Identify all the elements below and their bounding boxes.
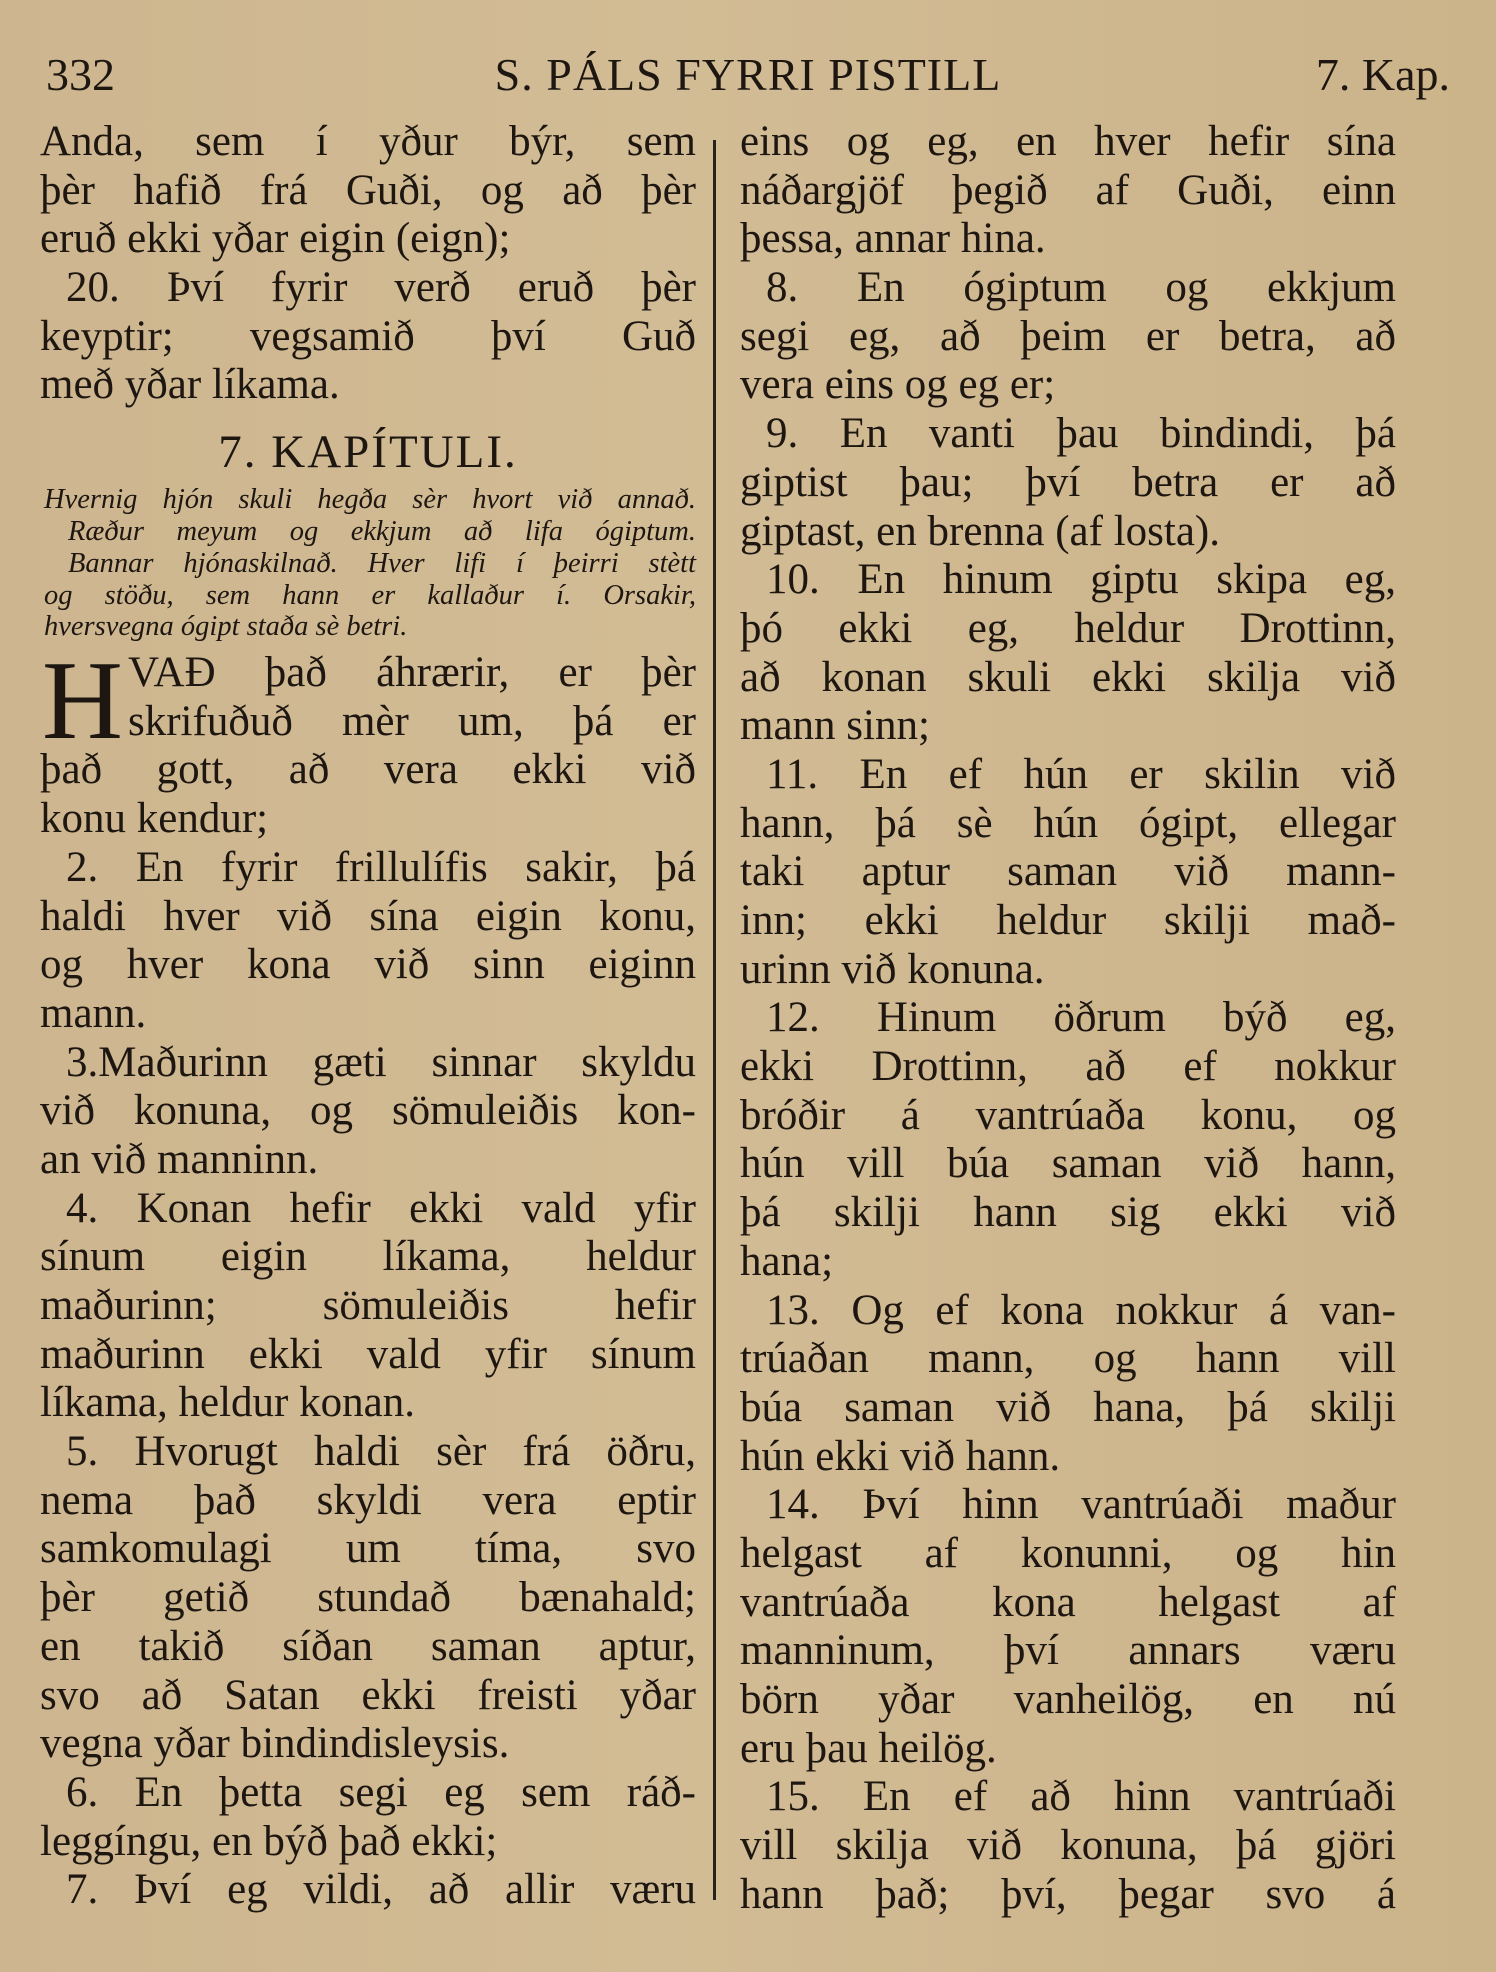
text-line: vill skilja við konuna, þá gjöri xyxy=(740,1822,1396,1870)
text-line: urinn við konuna. xyxy=(740,945,1045,993)
text-line: nema það skyldi vera eptir xyxy=(40,1476,696,1524)
text-line: maðurinn ekki vald yfir sínum xyxy=(40,1330,696,1378)
chapter-marker: 7. Kap. xyxy=(1315,49,1450,100)
text-line: hún vill búa saman við hann, xyxy=(740,1140,1396,1188)
text-line: náðargjöf þegið af Guði, einn xyxy=(740,166,1396,214)
verse-12: 12. Hinum öðrum býð eg, xyxy=(766,994,1396,1042)
page-number: 332 xyxy=(46,49,115,100)
left-column xyxy=(40,118,696,1915)
text-line: þá skilji hann sig ekki við xyxy=(740,1189,1396,1237)
text-line: Anda, sem í yður býr, sem xyxy=(40,118,696,165)
text-line: giptast, en brenna (af losta). xyxy=(740,507,1220,555)
verse-15: 15. En ef að hinn vantrúaði xyxy=(766,1773,1396,1821)
text-line: haldi hver við sína eigin konu, xyxy=(40,892,696,940)
text-line: bróðir á vantrúaða konu, og xyxy=(740,1091,1396,1139)
verse-3: 3.Maðurinn gæti sinnar skyldu xyxy=(66,1038,696,1086)
chapter-summary xyxy=(40,484,696,643)
text-line: að konan skuli ekki skilja við xyxy=(740,653,1396,701)
verse-8: 8. En ógiptum og ekkjum xyxy=(766,264,1396,312)
verse-5: 5. Hvorugt haldi sèr frá öðru, xyxy=(66,1428,696,1476)
text-line: þèr getið stundað bænahald; xyxy=(40,1574,696,1622)
text-line: vegna yðar bindindisleysis. xyxy=(40,1720,510,1768)
text-line: eruð ekki yðar eigin (eign); xyxy=(40,215,511,263)
text-line: hann, þá sè hún ógipt, ellegar xyxy=(740,799,1396,847)
text-line: skrifuðuð mèr um, þá er xyxy=(128,697,696,745)
summary-line: Hvernig hjón skuli hegða sèr hvort við annað. xyxy=(44,484,696,516)
summary-line: og stöðu, sem hann er kallaður í. Orsakir, xyxy=(44,579,696,611)
verse-20: 20. Því fyrir verð eruð þèr xyxy=(66,264,696,312)
text-line: maðurinn; sömuleiðis hefir xyxy=(40,1282,696,1330)
text-line: keyptir; vegsamið því Guð xyxy=(40,312,696,360)
text-line: við konuna, og sömuleiðis kon- xyxy=(40,1087,696,1135)
text-line: leggíngu, en býð það ekki; xyxy=(40,1817,498,1865)
text-line: vera eins og eg er; xyxy=(740,361,1056,409)
text-line: og hver kona við sinn eiginn xyxy=(40,941,696,989)
text-line: en takið síðan saman aptur, xyxy=(40,1622,696,1670)
verse-4: 4. Konan hefir ekki vald yfir xyxy=(66,1184,696,1232)
text-line: helgast af konunni, og hin xyxy=(740,1529,1396,1577)
verse-11: 11. En ef hún er skilin við xyxy=(766,750,1396,798)
verse-13: 13. Og ef kona nokkur á van- xyxy=(766,1286,1396,1334)
text-line: trúaðan mann, og hann vill xyxy=(740,1335,1396,1383)
chapter-heading: 7. KAPÍTULI. xyxy=(218,426,518,479)
text-line: ekki Drottinn, að ef nokkur xyxy=(740,1043,1396,1091)
verse-6: 6. En þetta segi eg sem ráð- xyxy=(66,1768,696,1816)
text-line: an við manninn. xyxy=(40,1135,319,1183)
drop-cap: H xyxy=(42,639,123,764)
verse-14: 14. Því hinn vantrúaði maður xyxy=(766,1481,1396,1529)
text-line: sínum eigin líkama, heldur xyxy=(40,1233,696,1281)
text-line: inn; ekki heldur skilji mað- xyxy=(740,897,1396,944)
text-line: líkama, heldur konan. xyxy=(40,1379,415,1427)
text-line: hana; xyxy=(740,1237,834,1285)
verse-9: 9. En vanti þau bindindi, þá xyxy=(766,410,1396,458)
text-line: þó ekki eg, heldur Drottinn, xyxy=(740,604,1396,652)
verse-2: 2. En fyrir frillulífis sakir, þá xyxy=(66,843,696,891)
text-line: eru þau heilög. xyxy=(740,1724,997,1772)
text-line: taki aptur saman við mann- xyxy=(740,848,1396,896)
text-line: segi eg, að þeim er betra, að xyxy=(740,312,1396,360)
text-line: svo að Satan ekki freisti yðar xyxy=(40,1671,696,1719)
verse-7: 7. Því eg vildi, að allir væru xyxy=(66,1866,696,1914)
text-line: með yðar líkama. xyxy=(40,361,340,409)
text-line: þèr hafið frá Guði, og að þèr xyxy=(40,166,696,214)
text-line: VAÐ það áhrærir, er þèr xyxy=(128,649,696,697)
text-line: það gott, að vera ekki við xyxy=(40,746,696,794)
text-line: þessa, annar hina. xyxy=(740,215,1046,263)
column-rule xyxy=(713,140,716,1900)
chapter-opening xyxy=(40,639,696,1915)
text-line: giptist þau; því betra er að xyxy=(740,458,1396,506)
summary-line: hversvegna ógipt staða sè betri. xyxy=(44,611,408,643)
text-line: mann sinn; xyxy=(740,702,930,750)
summary-line: Bannar hjónaskilnað. Hver lifi í þeirri stètt xyxy=(68,547,696,579)
text-line: börn yðar vanheilög, en nú xyxy=(740,1676,1396,1723)
text-line: búa saman við hana, þá skilji xyxy=(740,1383,1396,1431)
text-line: eins og eg, en hver hefir sína xyxy=(740,118,1396,165)
text-line: vantrúaða kona helgast af xyxy=(740,1578,1396,1626)
verse-10: 10. En hinum giptu skipa eg, xyxy=(766,556,1396,604)
summary-line: Ræður meyum og ekkjum að lifa ógiptum. xyxy=(68,515,696,547)
text-line: mann. xyxy=(40,989,147,1037)
right-column xyxy=(740,118,1396,1919)
text-line: manninum, því annars væru xyxy=(740,1627,1396,1675)
text-line: hún ekki við hann. xyxy=(740,1432,1061,1480)
running-header xyxy=(46,48,1450,108)
page-title: S. PÁLS FYRRI PISTILL xyxy=(494,49,1002,100)
text-line: konu kendur; xyxy=(40,795,269,843)
text-line: samkomulagi um tíma, svo xyxy=(40,1525,696,1573)
text-line: hann það; því, þegar svo á xyxy=(740,1870,1396,1918)
